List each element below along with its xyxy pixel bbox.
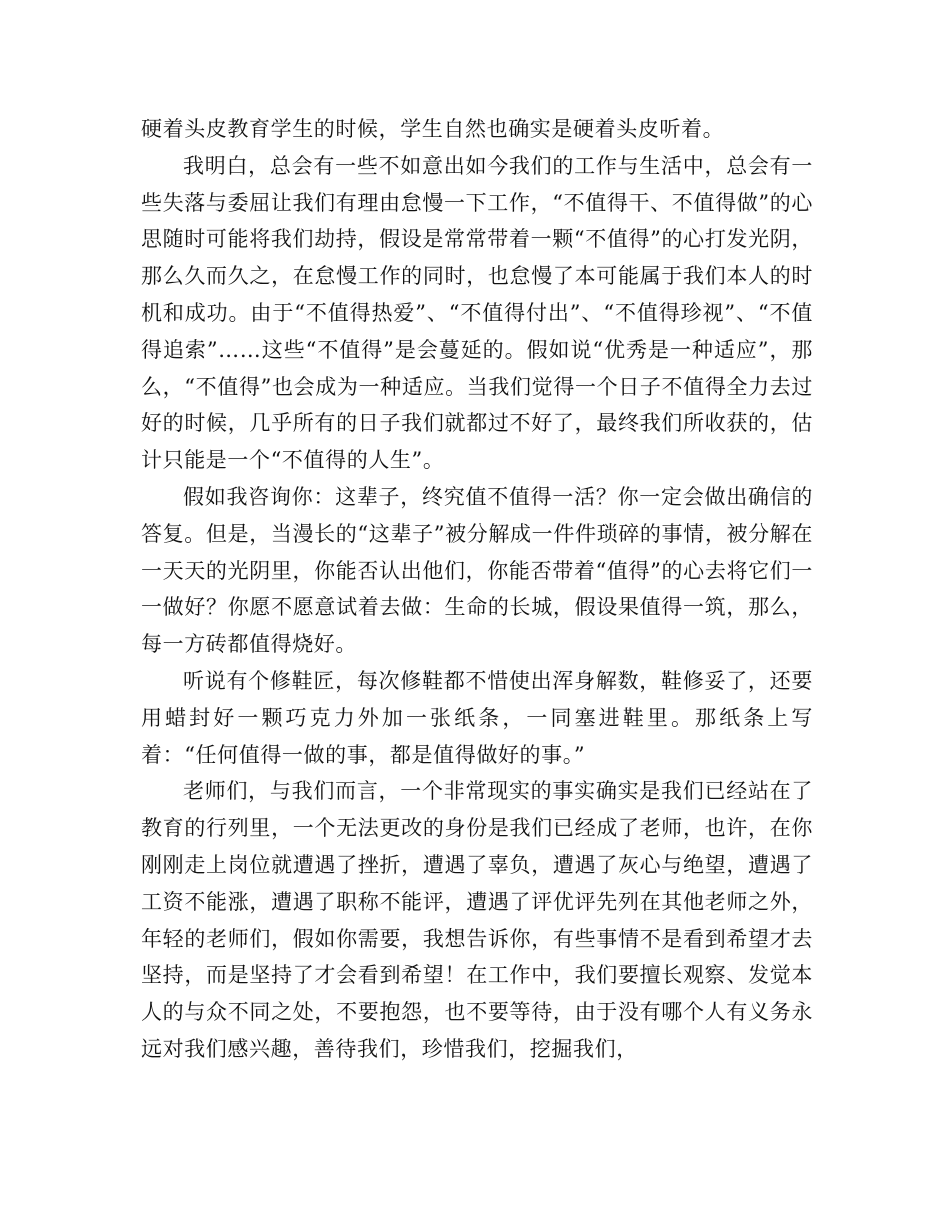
paragraph-5: 老师们，与我们而言，一个非常现实的事实确实是我们已经站在了教育的行列里，一个无法更改的身份是我们已经成了老师，也许，在你刚刚走上岗位就遭遇了挫折，遭遇了辜负，遭遇了灰心与绝望，遭遇了工资不能涨，遭遇了职称不能评，遭遇了评优评先列在其他老师之外，年轻的老师们，假如你需要，我想告诉你，有些事情不是看到希望才去坚持，而是坚持了才会看到希望！在工作中，我们要擅长观察、发觉本人的与众不同之处，不要抱怨，也不要等待，由于没有哪个人有义务永远对我们感兴趣，善待我们，珍惜我们，挖掘我们， [141, 779, 813, 1061]
paragraph-3: 假如我咨询你：这辈子，终究值不值得一活？你一定会做出确信的答复。但是，当漫长的“这辈子”被分解成一件件琐碎的事情，被分解在一天天的光阴里，你能否认出他们，你能否带着“值得”的心去将它们一一做好？你愿不愿意试着去做：生命的长城，假设果值得一筑，那么，每一方砖都值得烧好。 [141, 484, 813, 657]
paragraph-1: 硬着头皮教育学生的时候，学生自然也确实是硬着头皮听着。 [141, 117, 725, 141]
document-body [141, 111, 813, 1068]
paragraph-2: 我明白，总会有一些不如意出如今我们的工作与生活中，总会有一些失落与委屈让我们有理由怠慢一下工作，“不值得干、不值得做”的心思随时可能将我们劫持，假设是常常带着一颗“不值得”的心打发光阴，那么久而久之，在怠慢工作的同时，也怠慢了本可能属于我们本人的时机和成功。由于“不值得热爱”、“不值得付出”、“不值得珍视”、“不值得追索”……这些“不值得”是会蔓延的。假如说“优秀是一种适应”，那么，“不值得”也会成为一种适应。当我们觉得一个日子不值得全力去过好的时候，几乎所有的日子我们就都过不好了，最终我们所收获的，估计只能是一个“不值得的人生”。 [141, 153, 813, 473]
paragraph-4: 听说有个修鞋匠，每次修鞋都不惜使出浑身解数，鞋修妥了，还要用蜡封好一颗巧克力外加一张纸条，一同塞进鞋里。那纸条上写着：“任何值得一做的事，都是值得做好的事。” [141, 668, 813, 767]
